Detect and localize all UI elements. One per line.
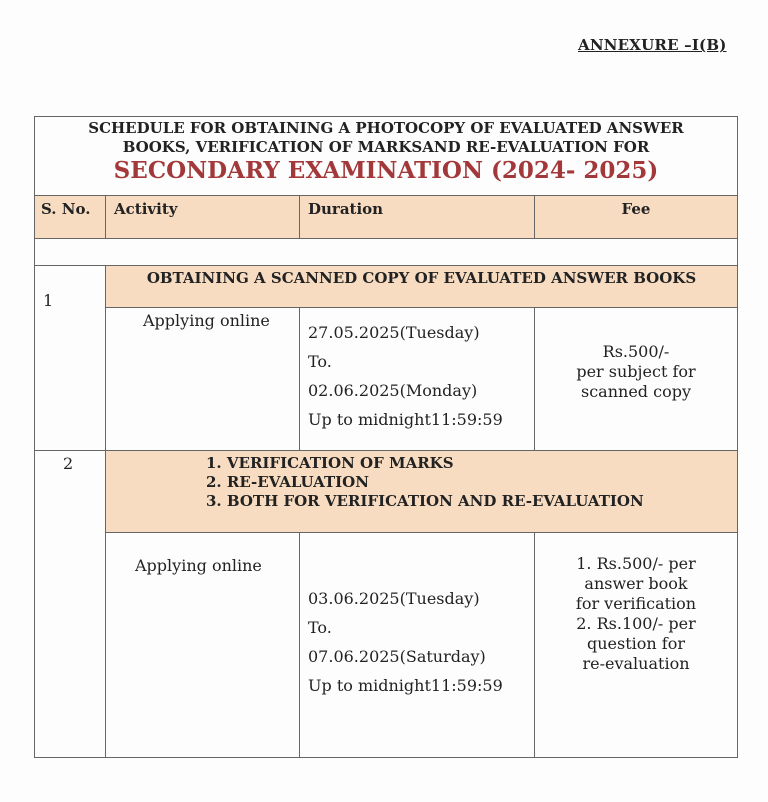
- header-activity: [105, 195, 300, 239]
- row1-activity-value: Applying online: [143, 311, 270, 330]
- annexure-label: ANNEXURE –I(B): [578, 36, 727, 54]
- fee-line: question for: [587, 634, 685, 653]
- row2-sno: [34, 450, 106, 758]
- fee-line: for verification: [575, 594, 697, 613]
- fee-line: per subject for: [576, 362, 696, 381]
- fee-line: 1. Rs.500/- per: [576, 554, 696, 573]
- row2-fee: [534, 532, 738, 758]
- title-box: [34, 116, 738, 196]
- title-line-2: BOOKS, VERIFICATION OF MARKSAND RE-EVALUATION FOR: [122, 138, 650, 156]
- row2-activity-value: Applying online: [135, 556, 262, 575]
- row2-section-list: [206, 454, 644, 511]
- row1-sno-value: 1: [43, 291, 54, 310]
- row1-fee-lines: [535, 342, 737, 402]
- duration-line: 27.05.2025(Tuesday): [308, 323, 480, 342]
- row2-section: [105, 450, 738, 533]
- header-sno-label: S. No.: [41, 200, 91, 218]
- blank-row: [34, 238, 738, 266]
- row2-sno-value: 2: [63, 454, 74, 473]
- row2-duration-lines: [308, 584, 503, 700]
- row2-duration: [299, 532, 535, 758]
- row1-activity: [105, 307, 300, 451]
- row1-fee: [534, 307, 738, 451]
- section-item: 1. VERIFICATION OF MARKS: [206, 454, 454, 472]
- fee-line: 2. Rs.100/- per: [576, 614, 696, 633]
- header-sno: [34, 195, 106, 239]
- duration-line: 03.06.2025(Tuesday): [308, 589, 480, 608]
- duration-line: 07.06.2025(Saturday): [308, 647, 486, 666]
- header-duration-label: Duration: [308, 200, 384, 218]
- row1-section: [105, 265, 738, 308]
- duration-line: 02.06.2025(Monday): [308, 381, 478, 400]
- row1-duration: [299, 307, 535, 451]
- fee-line: answer book: [584, 574, 688, 593]
- row2-activity: [105, 532, 300, 758]
- fee-line: Rs.500/-: [602, 342, 670, 361]
- duration-line: To.: [308, 618, 332, 637]
- row1-duration-lines: [308, 318, 503, 434]
- section-item: 3. BOTH FOR VERIFICATION AND RE-EVALUATION: [206, 492, 644, 510]
- fee-line: re-evaluation: [582, 654, 690, 673]
- header-duration: [299, 195, 535, 239]
- row1-section-title: OBTAINING A SCANNED COPY OF EVALUATED ANSWER BOOKS: [146, 269, 697, 287]
- row1-sno: [34, 265, 106, 451]
- title-line-3: SECONDARY EXAMINATION (2024- 2025): [113, 157, 659, 184]
- title-line-1: SCHEDULE FOR OBTAINING A PHOTOCOPY OF EVALUATED ANSWER: [88, 119, 684, 137]
- row2-fee-lines: [535, 554, 737, 674]
- header-fee: [534, 195, 738, 239]
- header-fee-label: Fee: [621, 200, 651, 218]
- duration-line: Up to midnight11:59:59: [308, 676, 503, 695]
- section-item: 2. RE-EVALUATION: [206, 473, 369, 491]
- fee-line: scanned copy: [581, 382, 691, 401]
- duration-line: Up to midnight11:59:59: [308, 410, 503, 429]
- header-activity-label: Activity: [114, 200, 178, 218]
- duration-line: To.: [308, 352, 332, 371]
